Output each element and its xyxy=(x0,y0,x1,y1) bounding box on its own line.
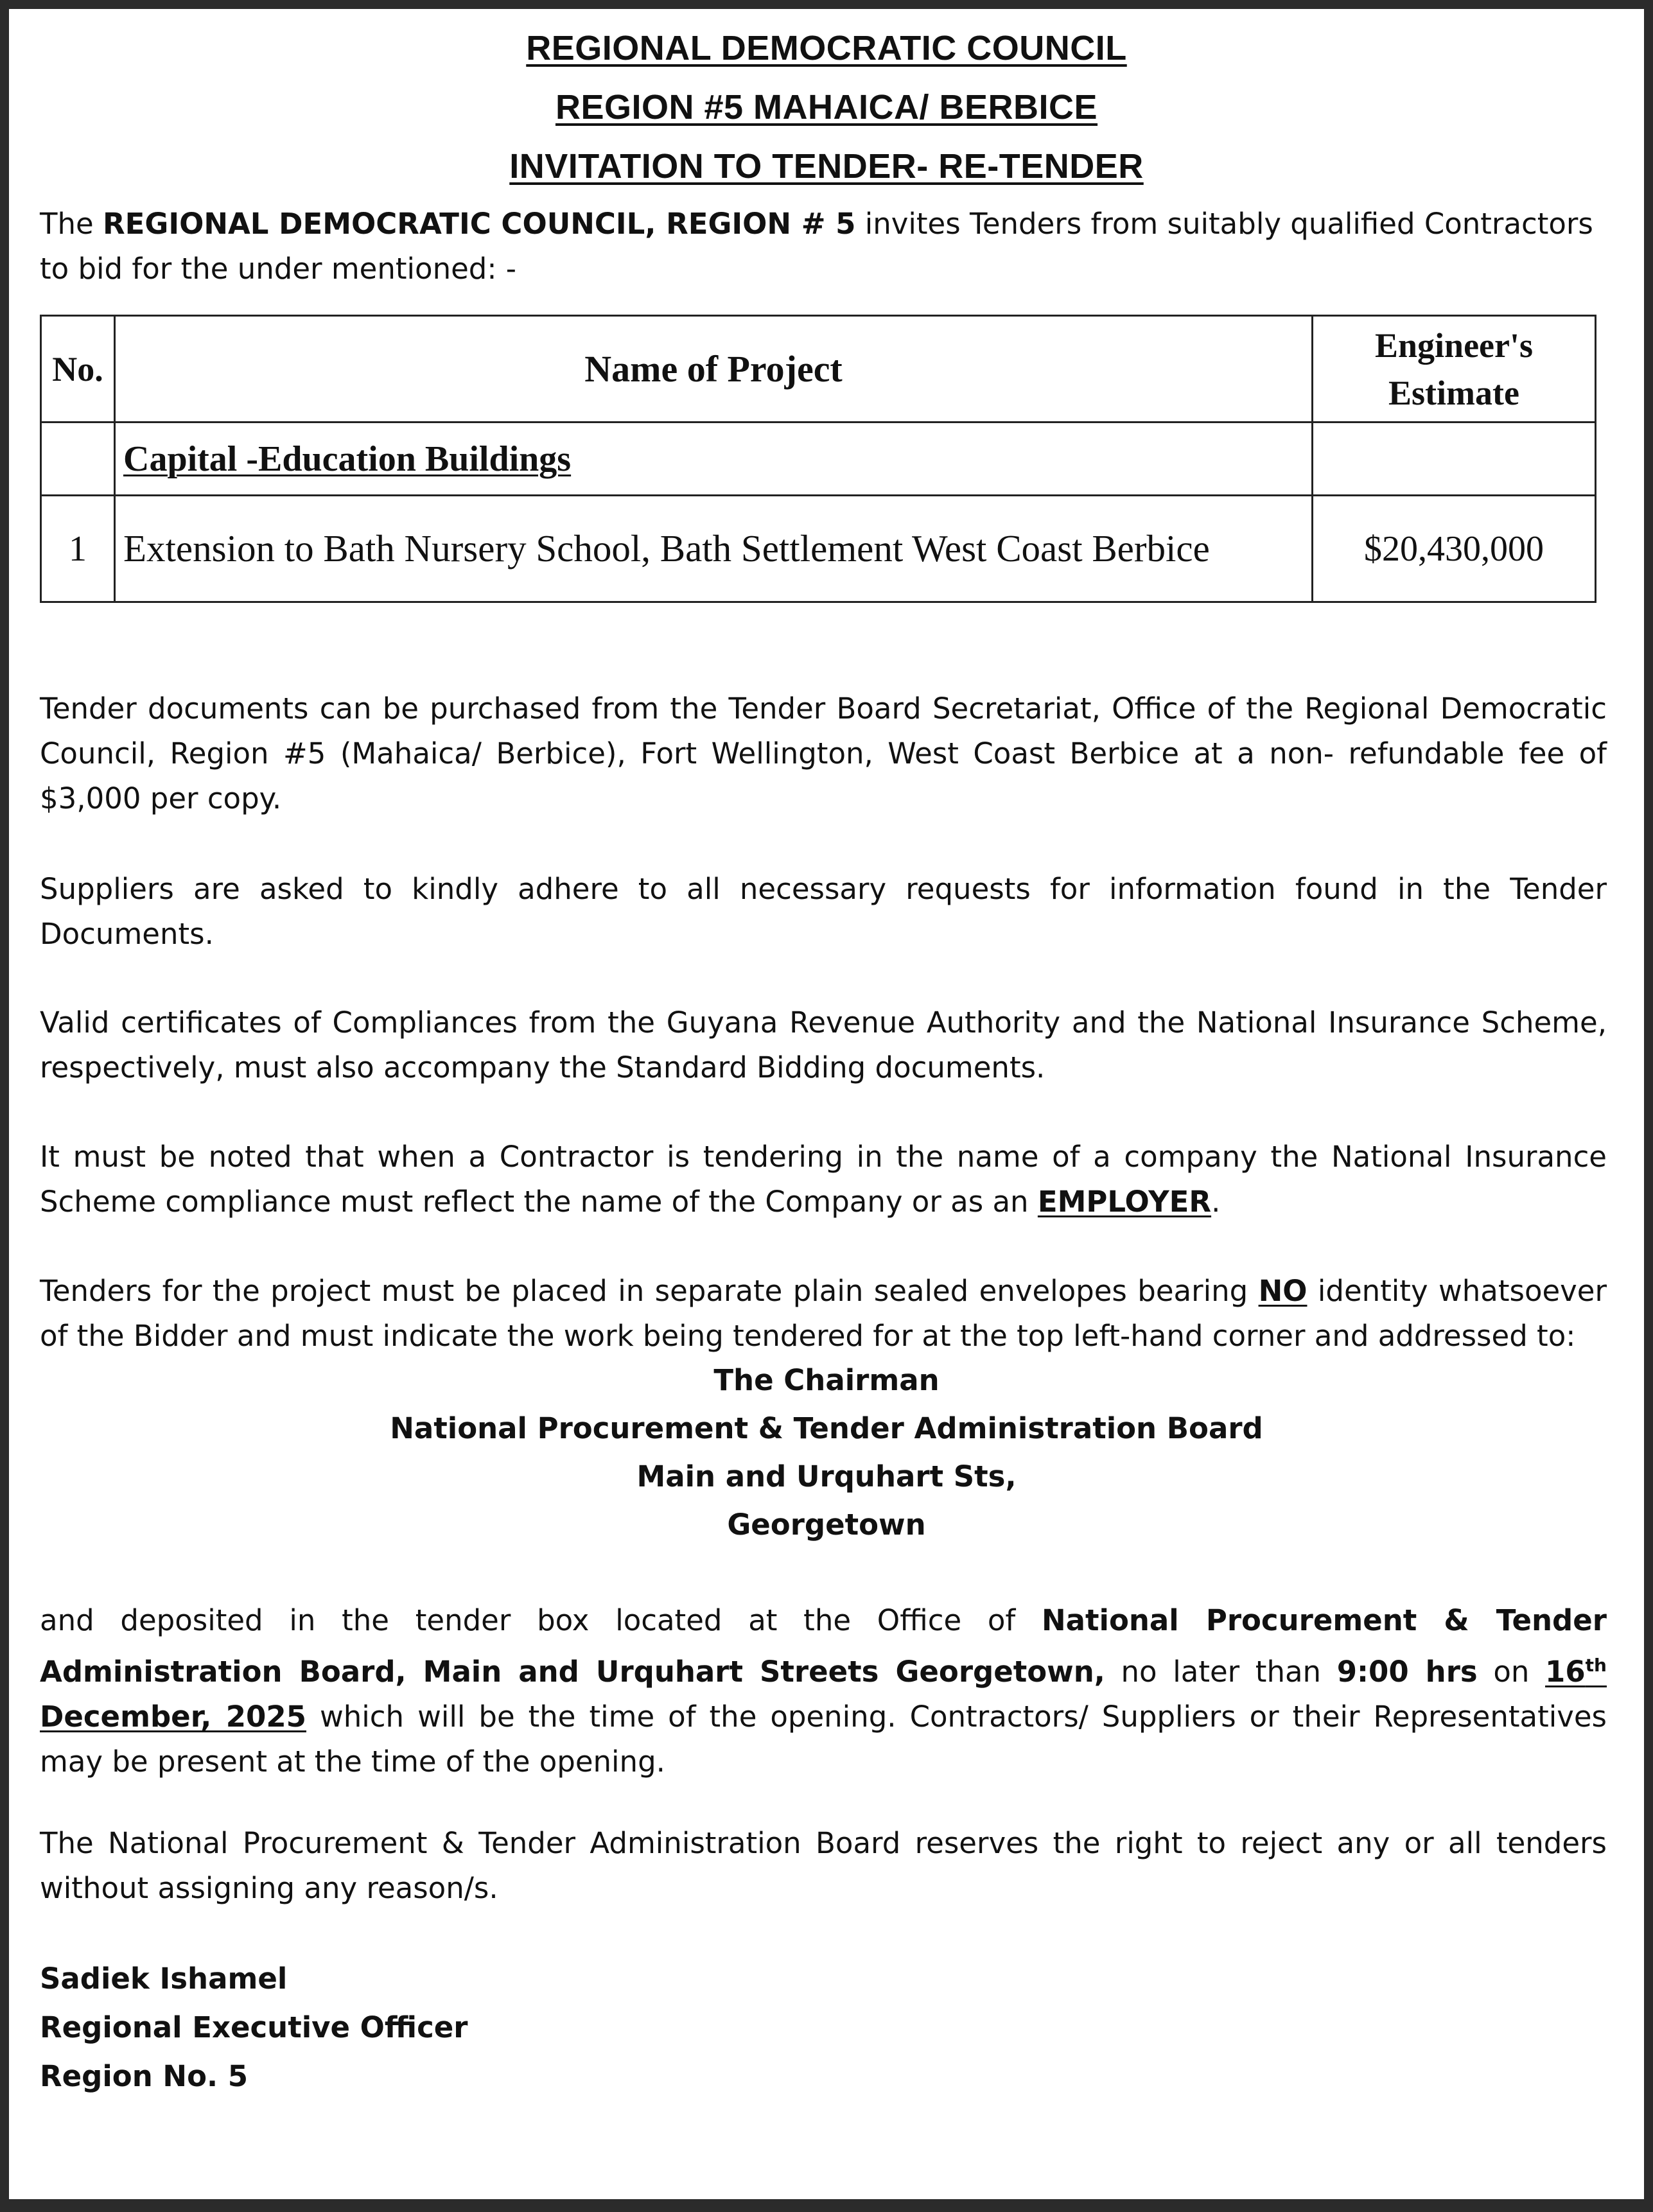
paragraph-documents: Tender documents can be purchased from the Tender Board Secretariat, Office of the Regional Democratic Council, Region #5 (Mahaica/ Berbice), Fort Wellington, West Coast Berbice at a non- refundable fee of $3,000 per copy. xyxy=(40,692,1607,815)
heading-region: REGION #5 MAHAICA/ BERBICE xyxy=(555,88,1098,126)
intro-paragraph: The REGIONAL DEMOCRATIC COUNCIL, REGION # 5 invites Tenders from suitably qualified Contractors to bid for the under mentioned: - xyxy=(40,207,1593,286)
paragraph-reserve-right: The National Procurement & Tender Administration Board reserves the right to reject any or all tenders without assigning any reason/s. xyxy=(40,1826,1607,1905)
row-no: 1 xyxy=(41,496,115,602)
address-chairman: The Chairman xyxy=(713,1363,940,1397)
paragraph-suppliers: Suppliers are asked to kindly adhere to all necessary requests for information found in the Tender Documents. xyxy=(40,872,1607,951)
address-block xyxy=(9,1356,1644,1549)
paragraph-deposit: and deposited in the tender box located at the Office of National Procurement & Tender Administration Board, Main and Urquhart Streets Georgetown, no later than 9:00 hrs on 16th December, 2025 which will be the time of the opening. Contractors/ Suppliers or their Representatives may be present at the time of the opening. xyxy=(40,1603,1607,1779)
heading-council: REGIONAL DEMOCRATIC COUNCIL xyxy=(526,29,1127,67)
address-city: Georgetown xyxy=(727,1508,926,1542)
tender-notice-page xyxy=(9,9,1644,2199)
heading-invitation: INVITATION TO TENDER- RE-TENDER xyxy=(509,147,1144,186)
address-board: National Procurement & Tender Administration Board xyxy=(390,1411,1263,1445)
col-no-header: No. xyxy=(41,316,115,422)
signatory-name: Sadiek Ishamel xyxy=(40,1962,288,1996)
row-project-name: Extension to Bath Nursery School, Bath Settlement West Coast Berbice xyxy=(115,496,1313,602)
paragraph-envelopes: Tenders for the project must be placed in separate plain sealed envelopes bearing NO identity whatsoever of the Bidder and must indicate the work being tendered for at the top left-hand corner and addressed to: xyxy=(40,1274,1607,1353)
row-estimate: $20,430,000 xyxy=(1313,496,1596,602)
paragraph-certificates: Valid certificates of Compliances from the Guyana Revenue Authority and the National Insurance Scheme, respectively, must also accompany the Standard Bidding documents. xyxy=(40,1006,1607,1084)
category-cell: Capital -Education Buildings xyxy=(115,422,1313,496)
col-estimate-header: Engineer's Estimate xyxy=(1313,316,1596,422)
table-category-row xyxy=(41,422,1596,496)
signature-block xyxy=(40,1955,468,2101)
paragraph-nis-compliance: It must be noted that when a Contractor is tendering in the name of a company the National Insurance Scheme compliance must reflect the name of the Company or as an EMPLOYER. xyxy=(40,1140,1607,1219)
deadline-date: 16th December, 2025 xyxy=(40,1655,1607,1734)
address-street: Main and Urquhart Sts, xyxy=(636,1459,1017,1494)
employer-emphasis: EMPLOYER xyxy=(1037,1185,1212,1219)
signatory-region: Region No. 5 xyxy=(40,2059,249,2093)
table-header-row xyxy=(41,316,1596,422)
signatory-title: Regional Executive Officer xyxy=(40,2010,468,2044)
col-name-header: Name of Project xyxy=(115,316,1313,422)
project-table xyxy=(40,315,1596,603)
no-emphasis: NO xyxy=(1258,1274,1308,1308)
table-row xyxy=(41,496,1596,602)
